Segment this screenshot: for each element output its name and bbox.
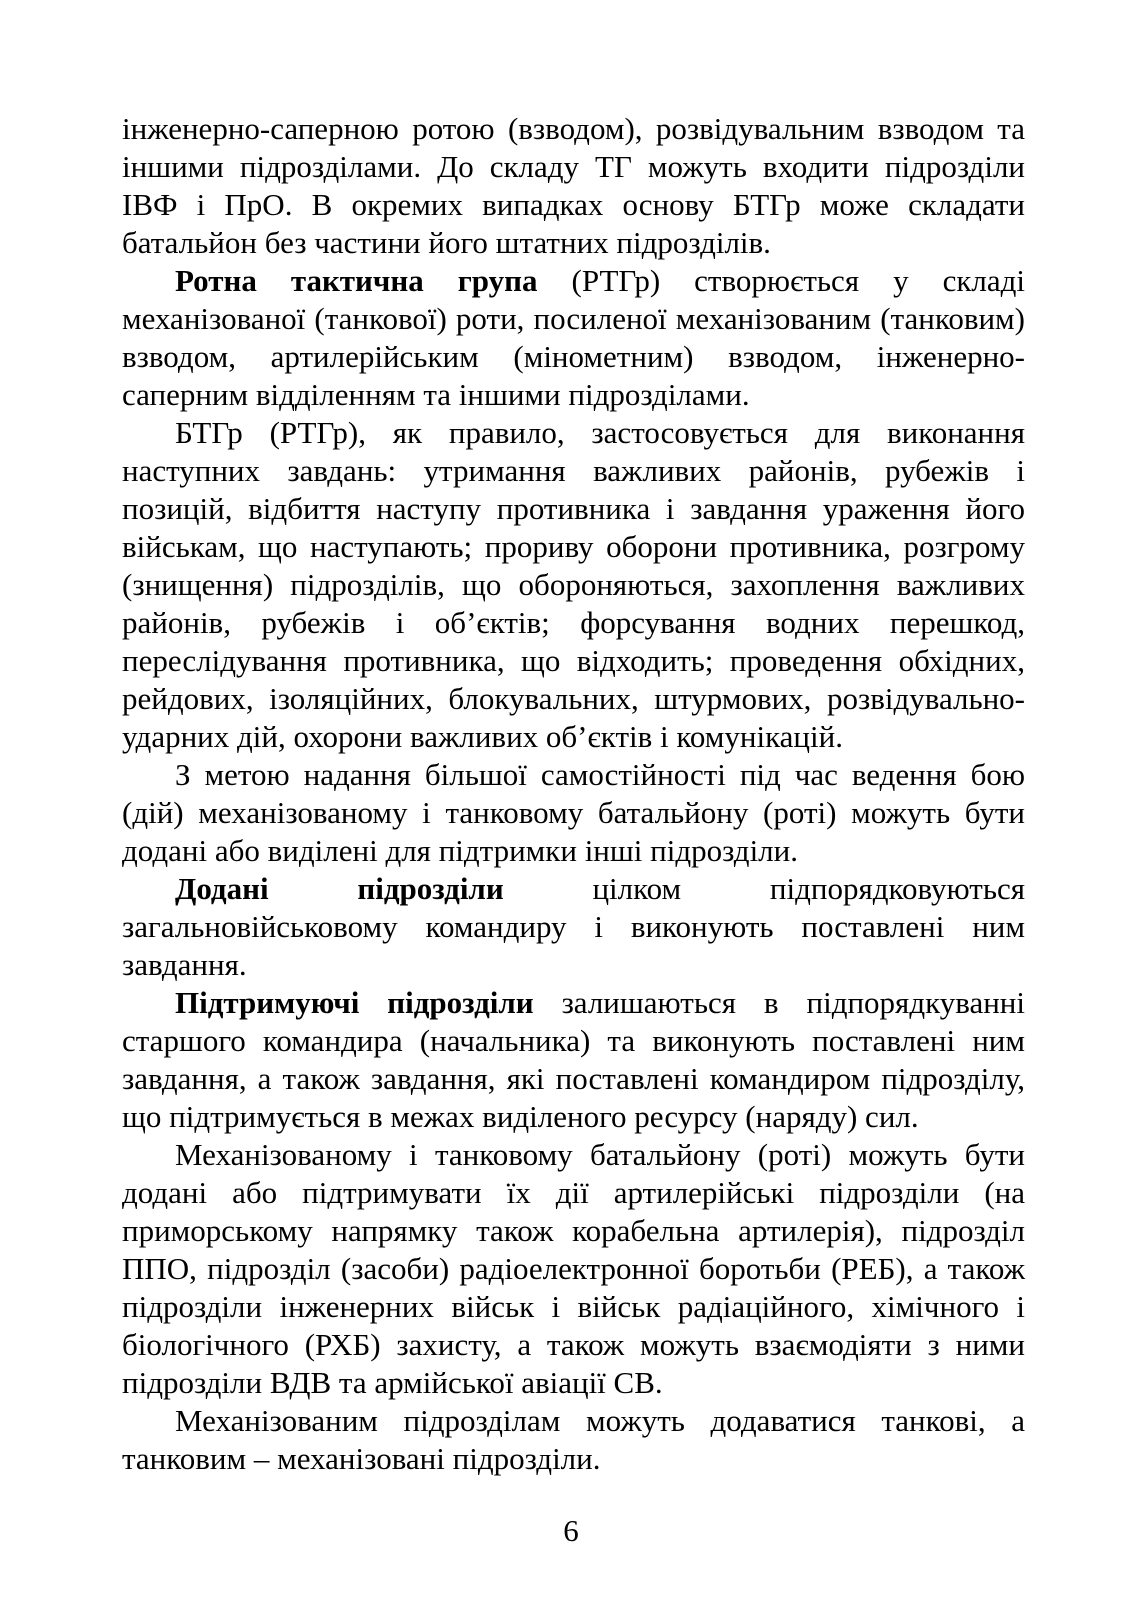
page-number: 6: [563, 1513, 579, 1548]
paragraph-text: БТГр (РТГр), як правило, застосовується для виконання наступних завдань: утримання важливих районів, рубежів і позицій, відбиття наступу противника і завдання ураження його військам, що наступають; прориву оборони противника, розгрому (знищення) підрозділів, що обороняються, захоплення важливих районів, рубежів і об’єктів; форсування водних перешкод, переслідування противника, що відходить; проведення обхідних, рейдових, ізоляційних, блокувальних, штурмових, розвідувально-ударних дій, охорони важливих об’єктів і комунікацій.: [122, 415, 1025, 754]
paragraph: [122, 870, 1025, 984]
paragraph-lead-bold: Підтримуючі підрозділи: [175, 985, 534, 1020]
paragraph: [122, 262, 1025, 414]
paragraph-text: залишаються в підпорядкуванні старшого командира (начальника) та виконують поставлені ним завдання, а також завдання, які поставлені командиром підрозділу, що підтримується в межах виділеного ресурсу (наряду) сил.: [122, 985, 1025, 1134]
paragraph-lead-bold: Ротна тактична група: [175, 263, 538, 298]
paragraph: [122, 414, 1025, 756]
paragraph-text: Механізованим підрозділам можуть додаватися танкові, а танковим – механізовані підрозділи.: [122, 1403, 1025, 1476]
paragraph-text: Механізованому і танковому батальйону (роті) можуть бути додані або підтримувати їх дії артилерійські підрозділи (на приморському напрямку також корабельна артилерія), підрозділ ППО, підрозділ (засоби) радіоелектронної боротьби (РЕБ), а також підрозділи інженерних військ і військ радіаційного, хімічного і біологічного (РХБ) захисту, а також можуть взаємодіяти з ними підрозділи ВДВ та армійської авіації СВ.: [122, 1137, 1025, 1400]
page-body-text: [122, 110, 1025, 1478]
paragraph: [122, 756, 1025, 870]
paragraph-text: інженерно-саперною ротою (взводом), розвідувальним взводом та іншими підрозділами. До складу ТГ можуть входити підрозділи ІВФ і ПрО. В окремих випадках основу БТГр може складати батальйон без частини його штатних підрозділів.: [122, 111, 1025, 260]
paragraph: [122, 110, 1025, 262]
paragraph: [122, 984, 1025, 1136]
paragraph-text: цілком підпорядковуються загальновійськовому командиру і виконують поставлені ним завдання.: [122, 871, 1025, 982]
paragraph-text: З метою надання більшої самостійності під час ведення бою (дій) механізованому і танковому батальйону (роті) можуть бути додані або виділені для підтримки інші підрозділи.: [122, 757, 1025, 868]
paragraph-lead-bold: Додані підрозділи: [175, 871, 504, 906]
paragraph: [122, 1136, 1025, 1402]
paragraph: [122, 1402, 1025, 1478]
paragraph-text: (РТГр) створюється у складі механізованої (танкової) роти, посиленої механізованим (танковим) взводом, артилерійським (мінометним) взводом, інженерно-саперним відділенням та іншими підрозділами.: [122, 263, 1025, 412]
